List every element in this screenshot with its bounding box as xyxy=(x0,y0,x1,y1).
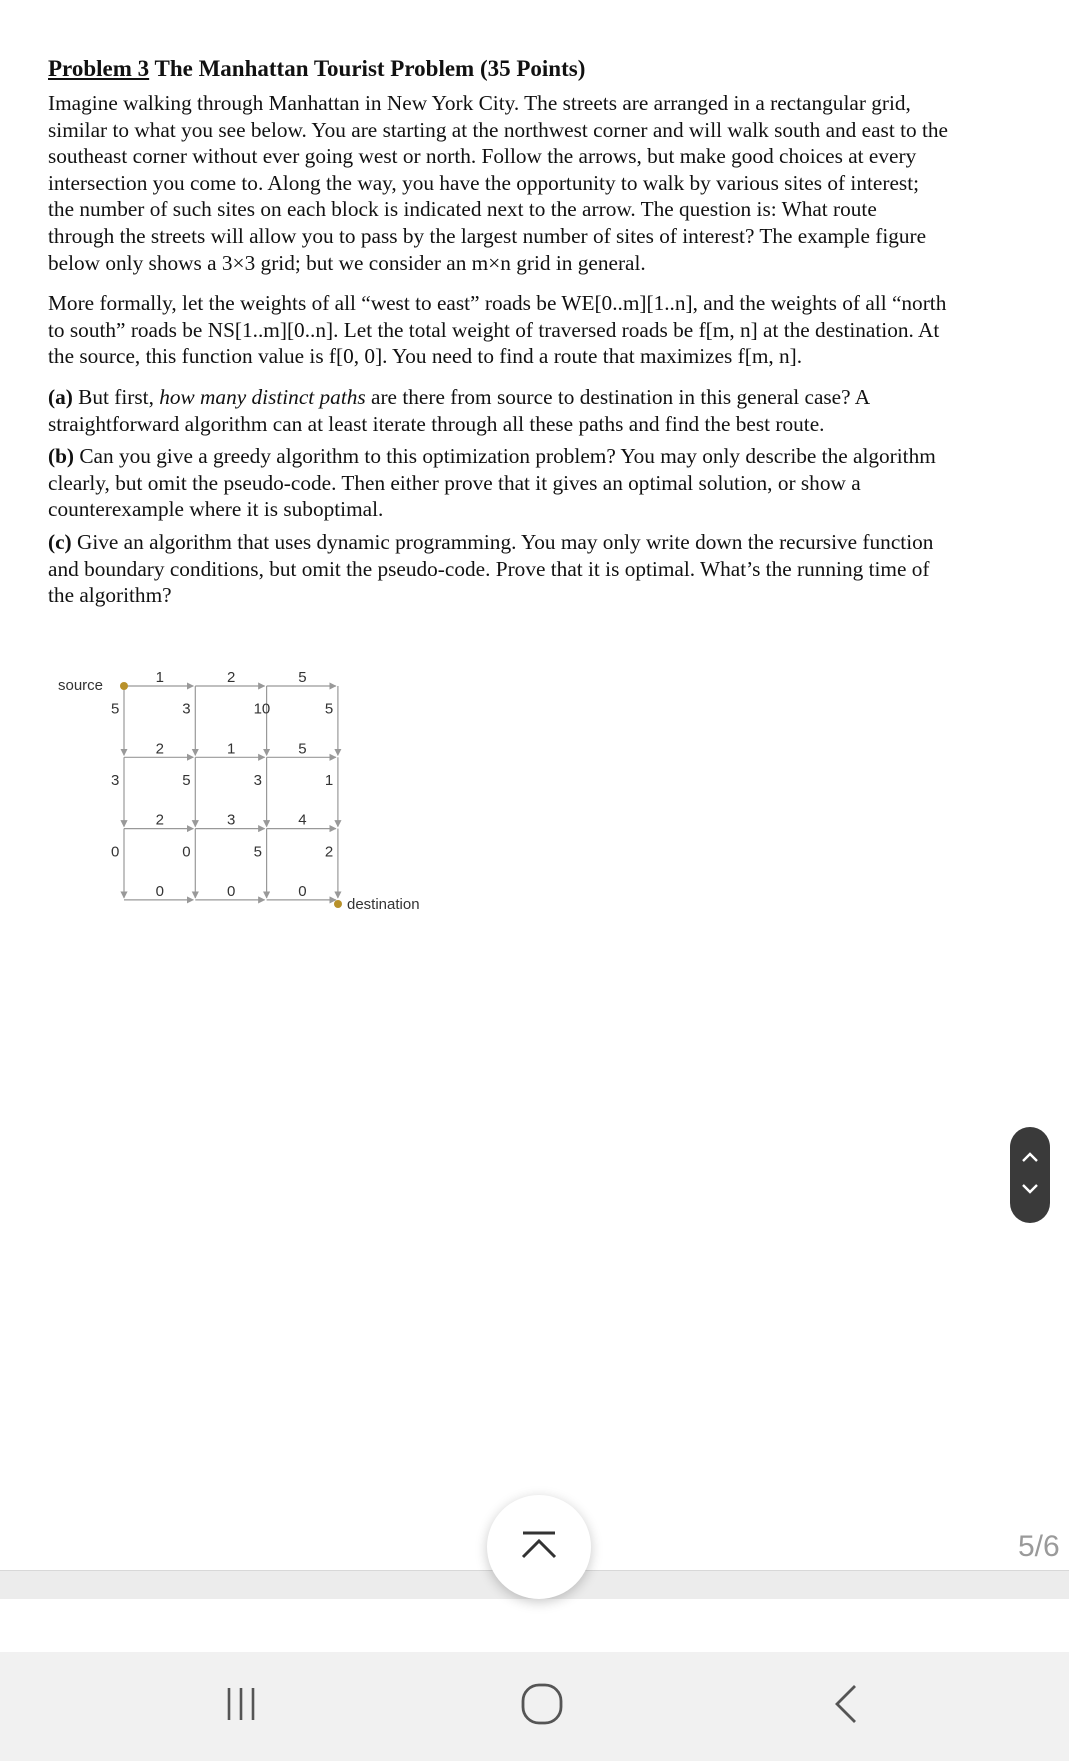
page-indicator: 5/6 xyxy=(1018,1530,1060,1563)
chevron-up-icon[interactable] xyxy=(1021,1150,1039,1168)
ns-weight-1-0: 5 xyxy=(111,700,120,718)
ns-weight-1-3: 5 xyxy=(324,700,334,718)
problem-number: Problem 3 xyxy=(48,56,150,81)
we-weight-0-2: 2 xyxy=(226,669,236,686)
ns-weight-1-1: 3 xyxy=(182,700,191,718)
part-b-label: (b) xyxy=(48,444,75,469)
we-weight-1-3: 5 xyxy=(298,740,307,758)
part-a-lead: But first, xyxy=(72,384,160,409)
part-a-text: are there from source to destination in this general case? A straightforward algorithm can at least iterate through all these paths and find the best route. xyxy=(48,384,869,436)
recents-button[interactable] xyxy=(181,1652,301,1761)
chevron-down-icon[interactable] xyxy=(1021,1182,1039,1200)
part-a-emphasis: how many distinct paths xyxy=(159,384,366,409)
destination-node xyxy=(334,900,342,908)
we-weight-0-1: 1 xyxy=(155,669,164,686)
manhattan-grid-diagram xyxy=(48,662,448,922)
part-b xyxy=(48,443,948,523)
ns-weight-3-3: 2 xyxy=(324,843,334,861)
part-a-label: (a) xyxy=(48,384,73,409)
formal-paragraph: More formally, let the weights of all “west to east” roads be WE[0..m][1..n], and the weights of all “north to south” roads be NS[1..m][0..n]. Let the total weight of traversed roads be f[m, n] at the destination. At the source, this function value is f[0, 0]. You need to find a route that maximizes f[m, n]. xyxy=(48,291,947,369)
home-icon xyxy=(518,1680,566,1733)
intro-paragraph: Imagine walking through Manhattan in New York City. The streets are arranged in a rectangular grid, similar to what you see below. You are starting at the northwest corner and will walk south and east to the southeast corner without ever going west or north. Follow the arrows, but make good choices at every intersection you come to. Along the way, you have the opportunity to walk by various sites of interest; the number of such sites on each block is indicated next to the arrow. The question is: What route through the streets will allow you to pass by the largest number of sites of interest? The example figure below only shows a 3×3 grid; but we consider an m×n grid in general. xyxy=(48,91,948,275)
ns-weight-3-0: 0 xyxy=(111,843,120,861)
part-a xyxy=(48,384,948,437)
problem-title xyxy=(48,54,948,84)
we-weight-0-3: 5 xyxy=(298,669,307,686)
ns-weight-2-3: 1 xyxy=(324,771,334,789)
we-weight-2-1: 2 xyxy=(155,811,164,829)
problem-heading: The Manhattan Tourist Problem (35 Points) xyxy=(154,56,586,81)
we-weight-3-2: 0 xyxy=(226,882,236,900)
grid-figure xyxy=(48,662,448,922)
document-page xyxy=(48,54,948,615)
part-b-text: Can you give a greedy algorithm to this optimization problem? You may only describe the algorithm clearly, but omit the pseudo-code. Then either prove that it gives an optimal solution, or show a counterexample where it is suboptimal. xyxy=(48,444,936,522)
ns-weight-3-2: 5 xyxy=(253,843,262,861)
we-weight-1-2: 1 xyxy=(226,740,236,758)
we-weight-3-3: 0 xyxy=(298,882,307,900)
we-weight-2-3: 4 xyxy=(298,811,307,829)
part-c xyxy=(48,529,948,609)
page-scroll-control[interactable] xyxy=(1010,1127,1050,1223)
destination-label: destination xyxy=(347,896,420,913)
home-button[interactable] xyxy=(482,1652,602,1761)
source-label: source xyxy=(58,677,104,694)
part-c-text: Give an algorithm that uses dynamic programming. You may only write down the recursive function and boundary conditions, but omit the pseudo-code. Prove that it is optimal. What’s the running time of the algorithm? xyxy=(48,529,934,608)
system-navigation-bar xyxy=(0,1652,1069,1761)
ns-weight-2-1: 5 xyxy=(182,771,191,789)
ns-weight-2-0: 3 xyxy=(111,771,120,789)
back-button[interactable] xyxy=(786,1652,906,1761)
part-c-label: (c) xyxy=(48,529,72,554)
we-weight-1-1: 2 xyxy=(155,740,164,758)
ns-weight-1-2: 10 xyxy=(253,700,271,718)
we-weight-2-2: 3 xyxy=(226,811,236,829)
source-node xyxy=(120,682,128,690)
recents-icon xyxy=(221,1684,261,1729)
ns-weight-3-1: 0 xyxy=(182,843,191,861)
ns-weight-2-2: 3 xyxy=(253,771,262,789)
we-weight-3-1: 0 xyxy=(155,882,164,900)
scroll-to-top-icon xyxy=(517,1529,561,1566)
back-icon xyxy=(831,1682,861,1731)
scroll-to-top-button[interactable] xyxy=(487,1495,591,1599)
